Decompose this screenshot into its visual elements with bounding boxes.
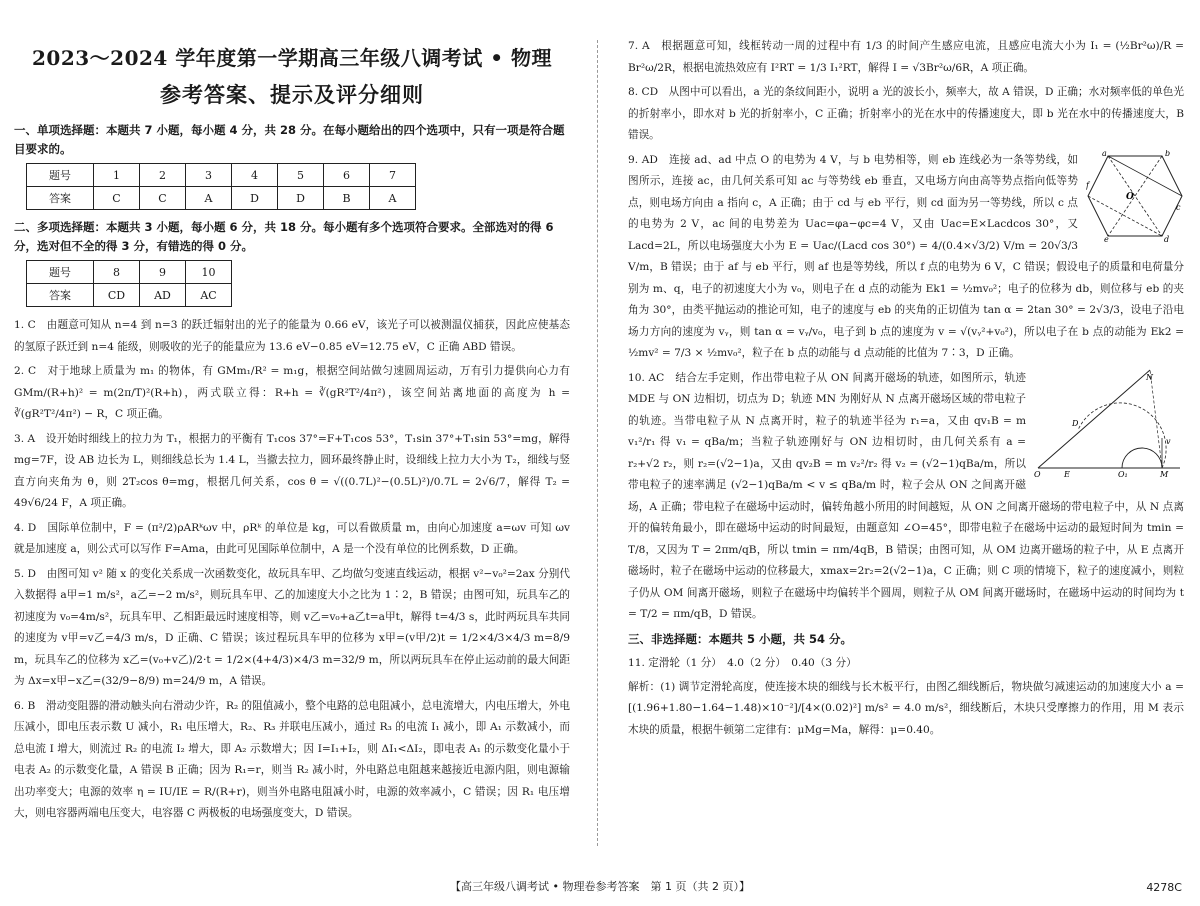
solution-11-analysis: 解析：(1) 调节定滑轮高度，使连接木块的细线与长木板平行，由图乙细线断后，物块做匀减速运动的加速度大小 a = [(1.96+1.80−1.64−1.48)×10⁻²]/[4×(0.02)²] m/s² = 4.0 m/s²，细线断后，木块只受摩擦力的作用，用 M 表示木块的质量，根据牛顿第二定律有：μMg=Ma，解得：μ=0.40。: [628, 680, 1184, 736]
answer-cell: A: [186, 187, 232, 210]
row-label: 答案: [27, 187, 94, 210]
answer-cell: C: [94, 187, 140, 210]
question-number: 3: [186, 164, 232, 187]
question-number: 4: [232, 164, 278, 187]
vertex-label: a: [1102, 149, 1107, 158]
table-row: [27, 261, 232, 284]
vertex-label: f: [1086, 180, 1089, 190]
hexagon-diagram: [1086, 150, 1184, 242]
question-number: 9: [140, 261, 186, 284]
paper-code: 4278C: [1146, 881, 1182, 894]
page-title: 2023～2024 学年度第一学期高三年级八调考试 • 物理: [32, 46, 552, 70]
answer-cell: AC: [186, 284, 232, 307]
question-number: 6: [324, 164, 370, 187]
magnetic-field-diagram: [1034, 368, 1184, 478]
solution-10: 10. AC 结合左手定则，作出带电粒子从 ON 间离开磁场的轨迹，如图所示，轨迹 MDE 与 ON 边相切，切点为 D；轨迹 MN 为刚好从 N 点离开磁场区域的带电粒子的轨迹。当带电粒子从 N 点离开时，粒子的轨迹半径为 r₁=a，又由 qv₁B = m v₁²/r₁ 得 v₁ = qBa/m；当粒子轨迹刚好与 ON 边相切时，由几何关系有 a = r₂+√2 r₂，则 r₂=(√2−1)a，又由 qv₂B = m v₂²/r₂ 得 v₂ = (√2−1)qBa/m，所以带电粒子的速率满足 (√2−1)qBa/m < v ≤ qBa/m 时，粒子会从 ON 之间离开磁场，A 正确；带电粒子在磁场中运动时，偏转角越小所用的时间越短，从 ON 之间离开磁场的带电粒子中，从 N 点离开的偏转角最小，即在磁场中运动的时间最短，由题意知 ∠O=45°，即带电粒子在磁场中运动的最短时间为 tmin = T/8，又因为 T = 2πm/qB，所以 tmin = πm/4qB，B 错误；由图可知，从 OM 边离开磁场的粒子中，从 E 点离开磁场时，粒子在磁场中运动的位移最大，xmax=2r₂=2(√2−1)a，C 正确；则 C 项的情境下，粒子的速度减小，则粒子仍从 OM 间离开磁场，则粒子在磁场中均偏转半个圆周，则粒子从 OM 间离开磁场时，在磁场中运动的时间均为 t = T/2 = πm/qB，D 错误。: [628, 371, 1184, 620]
question-number: 1: [94, 164, 140, 187]
point-label: O₁: [1118, 469, 1128, 478]
left-column: [0, 0, 588, 866]
answer-cell: B: [324, 187, 370, 210]
vertex-label: d: [1164, 234, 1170, 242]
section3-heading: 三、非选择题：本题共 5 小题，共 54 分。: [628, 631, 853, 646]
velocity-label: v: [1166, 436, 1171, 446]
table-row: [27, 164, 416, 187]
solution-9: 9. AD 连接 ad、ad 中点 O 的电势为 4 V，与 b 电势相等，则 eb 连线必为一条等势线，如图所示，连接 ac，由几何关系可知 ac 与等势线 eb 垂直，又电场方向由高等势点指向低等势点，则电场方向由 a 指向 c，A 正确；由于 cd 与 eb 平行，则 cd 面为另一等势线，所以 c 点的电势为 2 V，ac 间的电势差为 Uac=φa−φc=4 V，又由 Uac=E×Lacdcos 30°，又 Lacd=2L，所以电场强度大小为 E = Uac/(Lacd cos 30°) = 4/(0.4×√3/2) V/m = 20√3/3 V/m，B 错误；由于 af 与 eb 平行，则 af 也是等势线，所以 f 点的电势为 6 V，C 错误；假设电子的质量和电荷量分别为 m、q，电子的初速度大小为 v₀，则电子在 d 点的动能为 Ek1 = ½mv₀²；电子的位移为 db，则位移与 eb 的夹角为 30°，由类平抛运动的推论可知，电子的速度与 eb 的夹角的正切值为 tan α = 2tan 30° = 2√3/3，设电子沿电场力方向的速度为 vᵧ，则 tan α = vᵧ/v₀，电子到 b 点的速度为 v = √(vᵧ²+v₀²)，所以电子在 b 点的动能为 Ek2 = ½mv² = 7/3 × ½mv₀²，粒子在 b 点的动能与 d 点动能的比值为 7∶3，D 正确。: [628, 153, 1184, 359]
solution-2: 2. C 对于地球上质量为 m₁ 的物体，有 GMm₁/R² = m₁g，根据空间站做匀速圆周运动，万有引力提供向心力有 GMm/(R+h)² = m(2π/T)²(R+h)，两式联立得：R+h = ∛(gR²T²/4π²)，该空间站离地面的高度为 h = ∛(gR²T²/4π²) − R，C 项正确。: [14, 365, 570, 420]
solution-4: 4. D 国际单位制中，F = (π²/2)ρARᵏωv 中，ρRᵏ 的单位是 kg，可以看做质量 m，由向心加速度 a=ωv 可知 ωv 就是加速度 a，则公式可以写作 F=Ama，由此可见国际单位制中，A 是一个没有单位的比例系数，D 正确。: [14, 521, 570, 555]
section2-heading: 二、多项选择题：本题共 3 小题，每小题 6 分，共 18 分。每小题有多个选项符合要求。全部选对的得 6 分，选对但不全的得 3 分，有错选的得 0 分。: [14, 220, 554, 253]
center-label: O: [1126, 191, 1134, 202]
table-row: [27, 187, 416, 210]
answer-cell: C: [140, 187, 186, 210]
point-label: E: [1064, 469, 1070, 478]
answer-cell: CD: [94, 284, 140, 307]
table-row: [27, 284, 232, 307]
solution-7: 7. A 根据题意可知，线框转动一周的过程中有 1/3 的时间产生感应电流，且感应电流大小为 I₁ = (½Br²ω)/R = Br²ω/2R，根据电流热效应有 I²RT = 1/3 I₁²RT，解得 I = √3Br²ω/6R，A 项正确。: [628, 40, 1184, 74]
point-label: O: [1034, 469, 1041, 478]
solution-11-answer: 11. 定滑轮（1 分） 4.0（2 分） 0.40（3 分）: [628, 656, 857, 669]
solution-5: 5. D 由图可知 v² 随 x 的变化关系成一次函数变化，故玩具车甲、乙均做匀变速直线运动，根据 v²−v₀²=2ax 分别代入数据得 a甲=1 m/s²，a乙=−2 m/s²，则玩具车甲、乙的加速度大小之比为 1∶2，B 错误；由图可知，玩具车乙的初速度为 v₀=4m/s²，玩具车甲、乙相距最远时速度相等，则 v乙=v₀+a乙t=a甲t，解得 t=4/3 s，此时两玩具车共同的速度为 v甲=v乙=4/3 m/s，D 正确、C 错误；该过程玩具车甲的位移为 x甲=(v甲/2)t = 1/2×4/3×4/3 m=8/9 m，玩具车乙的位移为 x乙=(v₀+v乙)/2·t = 1/2×(4+4/3)×4/3 m=32/9 m，所以两玩具车在停止运动前的最大间距为 Δx=x甲−x乙=(32/9−8/9) m=24/9 m，A 错误。: [14, 567, 570, 687]
row-label: 题号: [27, 164, 94, 187]
solution-6: 6. B 滑动变阻器的滑动触头向右滑动少许，R₂ 的阻值减小，整个电路的总电阻减小，总电流增大，内电压增大，外电压减小，即电压表示数 U 减小，R₁ 电压增大，R₂、R₃ 并联电压减小，通过 R₃ 的电流 I₁ 减小，即 A₁ 示数减小，而总电流 I 增大，则流过 R₂ 的电流 I₂ 增大，即 A₂ 示数增大；因 I=I₁+I₂，则 ΔI₁<ΔI₂，即电表 A₁ 的示数变化量小于电表 A₂ 的示数变化量，A 错误 B 正确；因为 R₁=r，则当 R₂ 减小时，外电路总电阻越来越接近电源内阻，则电源输出功率变大；电源的效率 η = IU/IE = R/(R+r)，则当外电路电阻减小时，电源的效率减小，C 错误；因 R₁ 电压增大，则电容器两端电压变大，电容器 C 两极板的电场强度变大，D 错误。: [14, 699, 570, 819]
answer-cell: AD: [140, 284, 186, 307]
section1-heading: 一、单项选择题：本题共 7 小题，每小题 4 分，共 28 分。在每小题给出的四个选项中，只有一项是符合题目要求的。: [14, 123, 565, 156]
column-divider: [597, 40, 598, 846]
section2-answer-table: [26, 260, 232, 307]
question-number: 10: [186, 261, 232, 284]
vertex-label: b: [1165, 149, 1171, 158]
row-label: 答案: [27, 284, 94, 307]
question-number: 2: [140, 164, 186, 187]
solution-1: 1. C 由题意可知从 n=4 到 n=3 的跃迁辐射出的光子的能量为 0.66 eV，该光子可以被测温仪捕获，因此应使基态的氢原子跃迁到 n=4 能级，则吸收的光子的能量应为 13.6 eV−0.85 eV=12.75 eV，C 正确 ABD 错误。: [14, 319, 570, 353]
answer-cell: D: [232, 187, 278, 210]
answer-cell: D: [278, 187, 324, 210]
question-number: 8: [94, 261, 140, 284]
question-number: 5: [278, 164, 324, 187]
section1-answer-table: [26, 163, 416, 210]
question-number: 7: [370, 164, 416, 187]
point-label: D: [1072, 418, 1079, 428]
right-column: [606, 0, 1200, 866]
page-footer: 【高三年级八调考试 • 物理卷参考答案 第 1 页（共 2 页）】: [450, 880, 750, 893]
solution-8: 8. CD 从图中可以看出，a 光的条纹间距小，说明 a 光的波长小，频率大，故 A 错误，D 正确；水对频率低的单色光的折射率小，即水对 b 光的折射率小，C 正确；折射率小的光在水中的传播速度大，即 b 光在水中的传播速度大，B 错误。: [628, 86, 1184, 141]
vertex-label: c: [1176, 202, 1181, 212]
answer-cell: A: [370, 187, 416, 210]
point-label: N: [1146, 372, 1153, 382]
page-subtitle: 参考答案、提示及评分细则: [160, 82, 424, 107]
solution-3: 3. A 设开始时细线上的拉力为 T₁，根据力的平衡有 T₁cos 37°=F+T₁cos 53°，T₁sin 37°+T₁sin 53°=mg，解得 mg=7F，设 AB 边长为 L，则细线总长为 1.4 L，当撤去拉力，圆环最终静止时，设细线上拉力大小为 T₂，细线与竖直方向夹角为 θ，则 2T₂cos θ=mg，根据几何关系，cos θ = √((0.7L)²−(0.5L)²)/0.7L = 2√6/7，解得 T₂ = 49√6/24 F，A 项正确。: [14, 432, 570, 509]
row-label: 题号: [27, 261, 94, 284]
vertex-label: e: [1104, 234, 1109, 242]
point-label: M: [1160, 469, 1169, 478]
